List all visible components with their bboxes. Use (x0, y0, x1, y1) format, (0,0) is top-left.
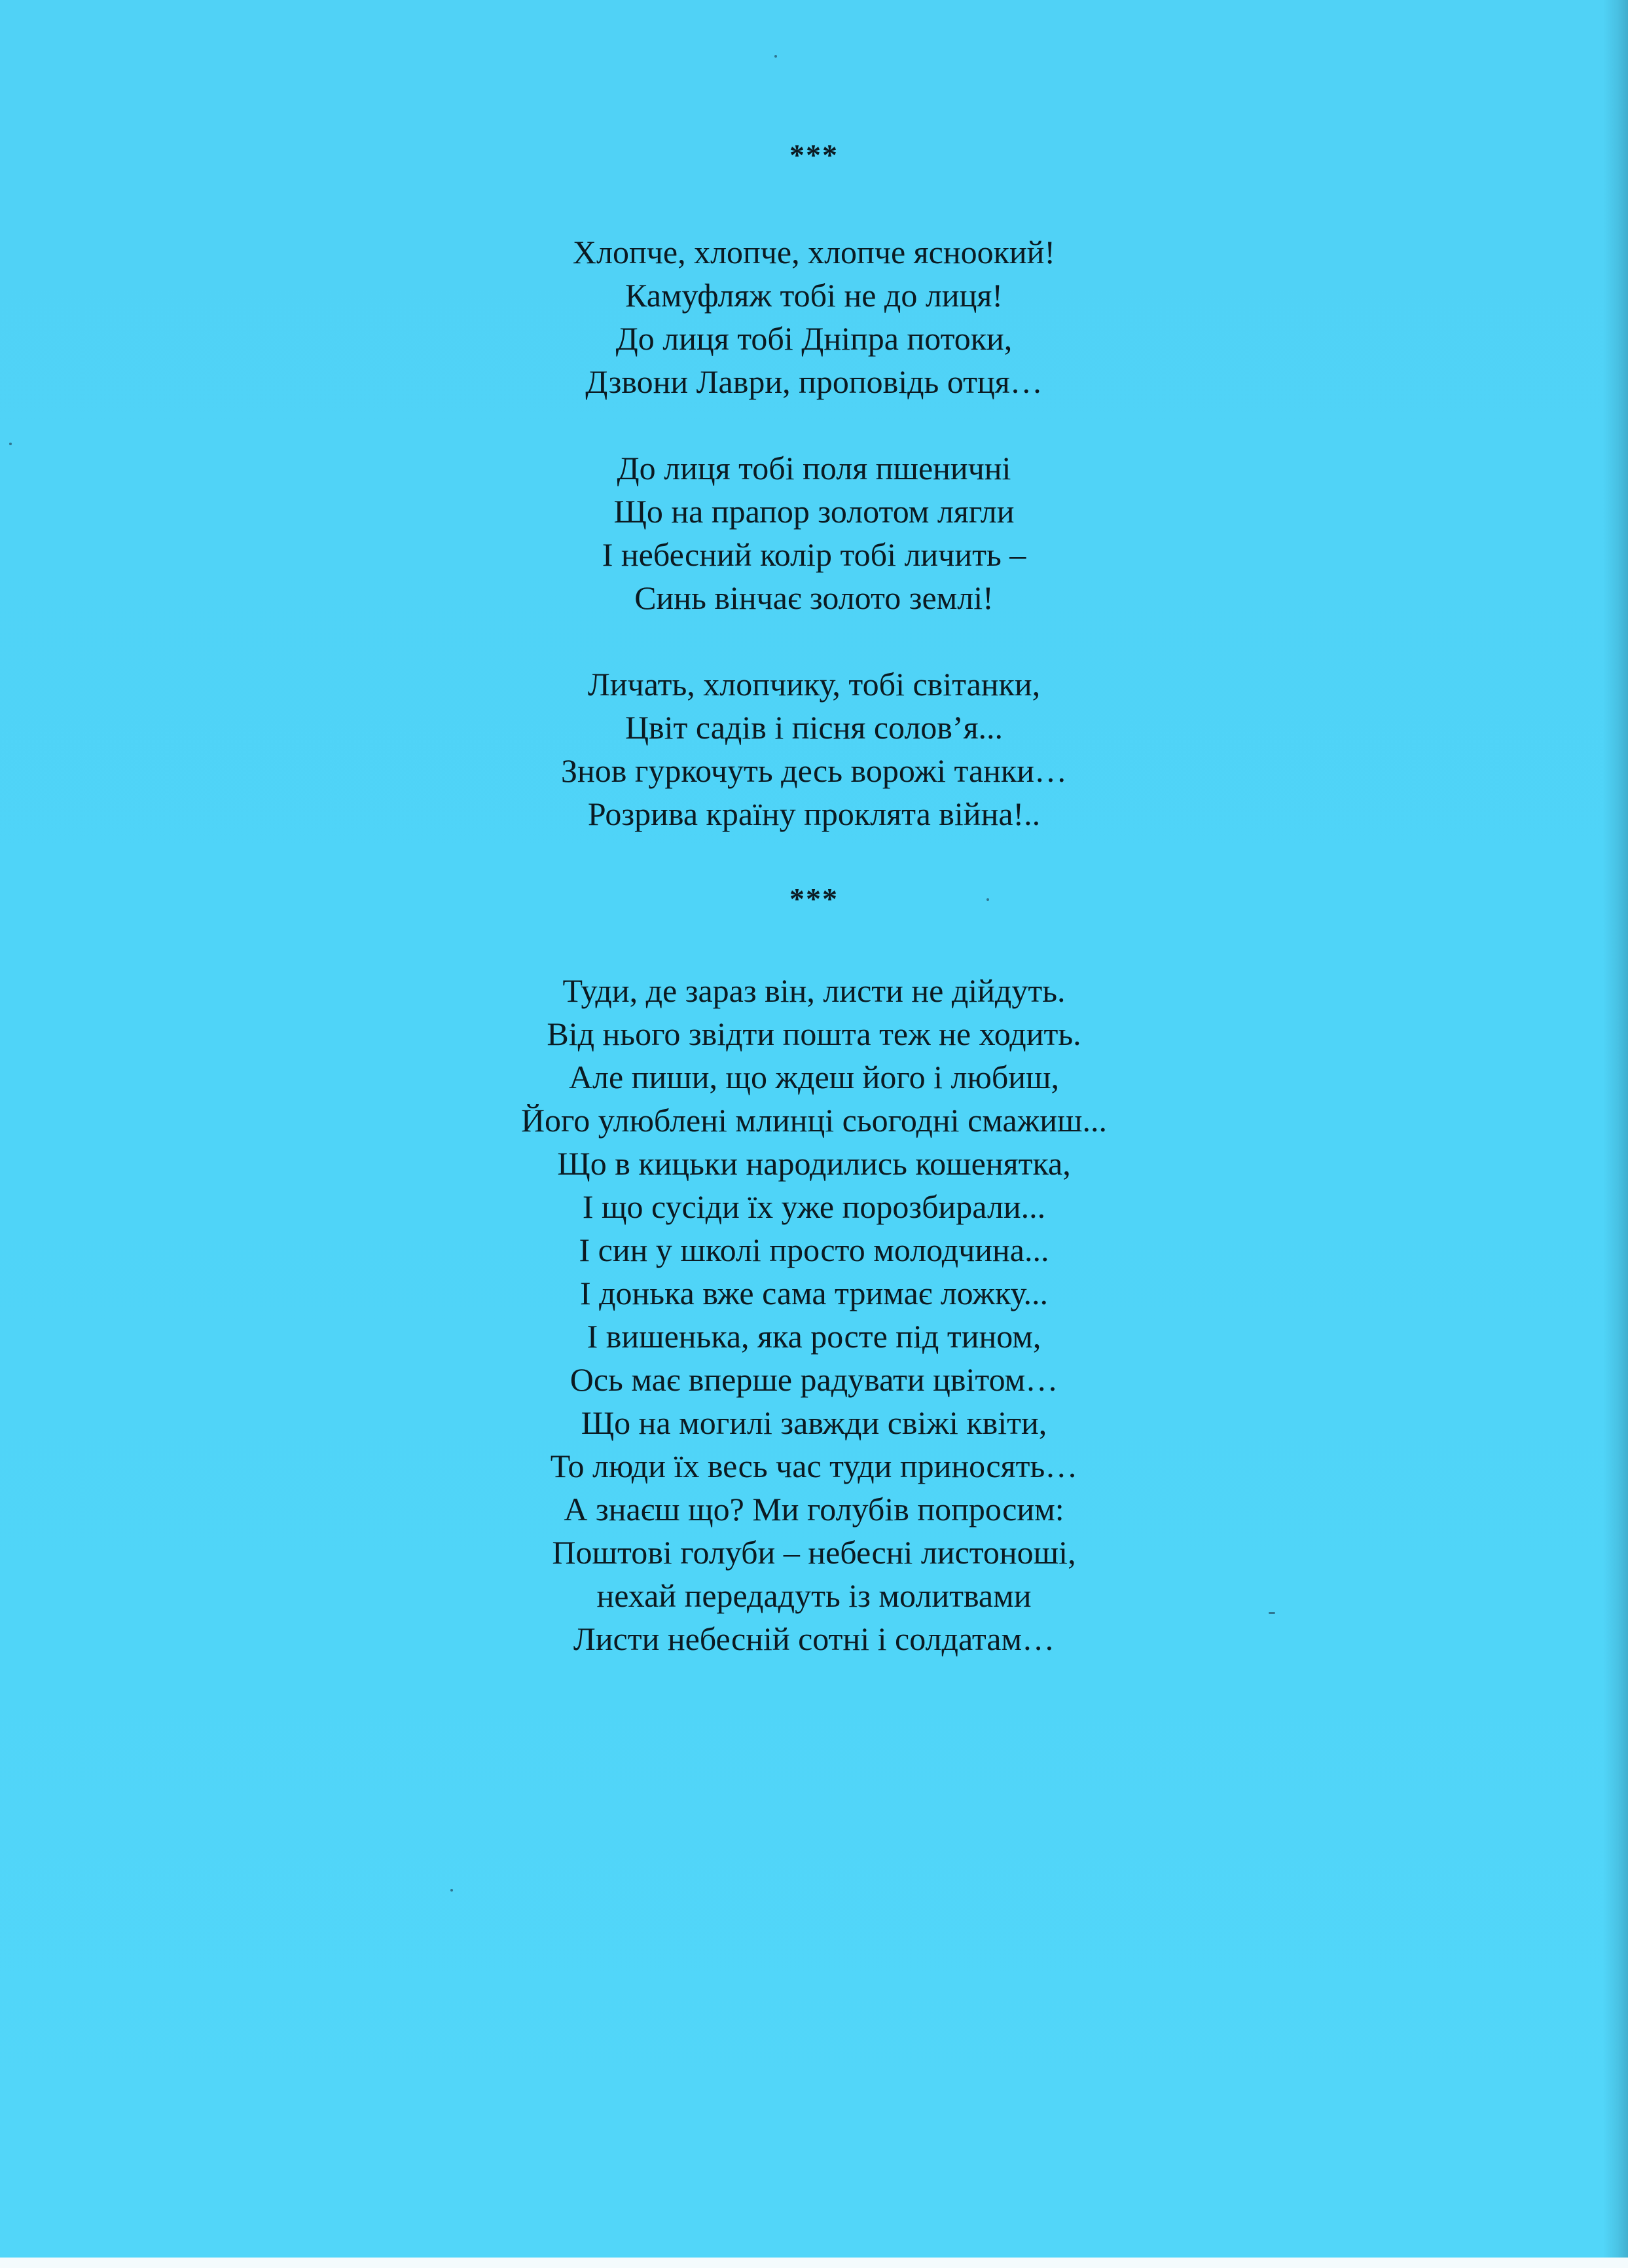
poem-line: І що сусіди їх уже порозбирали... (582, 1188, 1046, 1225)
poem-line: То люди їх весь час туди приносять… (550, 1448, 1078, 1484)
poem-line: Розрива країну проклята війна!.. (587, 796, 1041, 832)
poem-line: Листи небесній сотні і солдатам… (573, 1620, 1055, 1657)
poem-line: Хлопче, хлопче, хлопче ясноокий! (572, 234, 1056, 270)
poem-line: Що на прапор золотом лягли (613, 493, 1015, 530)
poem-line: Ось має вперше радувати цвітом… (570, 1361, 1058, 1398)
poem-line: Але пиши, що ждеш його і любиш, (568, 1059, 1060, 1095)
poem-line: До лиця тобі Дніпра потоки, (615, 320, 1013, 357)
poem-1-stanza-1 (0, 230, 1628, 403)
scan-speck (986, 898, 989, 901)
poem-line: Його улюблені млинці сьогодні смажиш... (520, 1102, 1108, 1139)
poem-line: Знов гуркочуть десь ворожі танки… (561, 752, 1067, 789)
poem-line: І донька вже сама тримає ложку... (579, 1275, 1049, 1311)
poem-line: Личать, хлопчику, тобі світанки, (587, 666, 1041, 703)
poem-line: Що на могилі завжди свіжі квіти, (581, 1404, 1047, 1441)
poem-line: Дзвони Лаври, проповідь отця… (585, 363, 1043, 400)
scan-shadow-edge (1603, 0, 1628, 2268)
poem-line: нехай передадуть із молитвами (596, 1577, 1032, 1614)
stanza-separator: *** (789, 882, 839, 915)
poem-line: Поштові голуби – небесні листоноші, (552, 1534, 1076, 1571)
poem-line: А знаєш що? Ми голубів попросим: (564, 1491, 1064, 1527)
scan-speck (9, 443, 12, 445)
poem-line: Камуфляж тобі не до лиця! (625, 277, 1003, 314)
poem-line: І небесний колір тобі личить – (602, 536, 1026, 573)
poem-line: Цвіт садів і пісня солов’я... (624, 709, 1004, 746)
scan-speck (774, 55, 777, 58)
poem-1-stanza-3 (0, 663, 1628, 835)
poem-line: І син у школі просто молодчина... (579, 1232, 1049, 1268)
poem-line: Від нього звідти пошта теж не ходить. (547, 1015, 1081, 1052)
stanza-separator: *** (789, 138, 839, 172)
poem-line: І вишенька, яка росте під тином, (587, 1318, 1041, 1355)
scan-bottom-margin (0, 2258, 1628, 2268)
poem-line: Що в кицьки народились кошенятка, (557, 1145, 1071, 1182)
poem-1-stanza-2 (0, 447, 1628, 619)
poem-line: До лиця тобі поля пшеничні (617, 450, 1011, 486)
poem-2 (0, 969, 1628, 1660)
scan-speck (1269, 1612, 1275, 1614)
poem-line: Синь вінчає золото землі! (634, 579, 994, 616)
poem-line: Туди, де зараз він, листи не дійдуть. (562, 972, 1066, 1009)
scan-speck (450, 1889, 453, 1892)
